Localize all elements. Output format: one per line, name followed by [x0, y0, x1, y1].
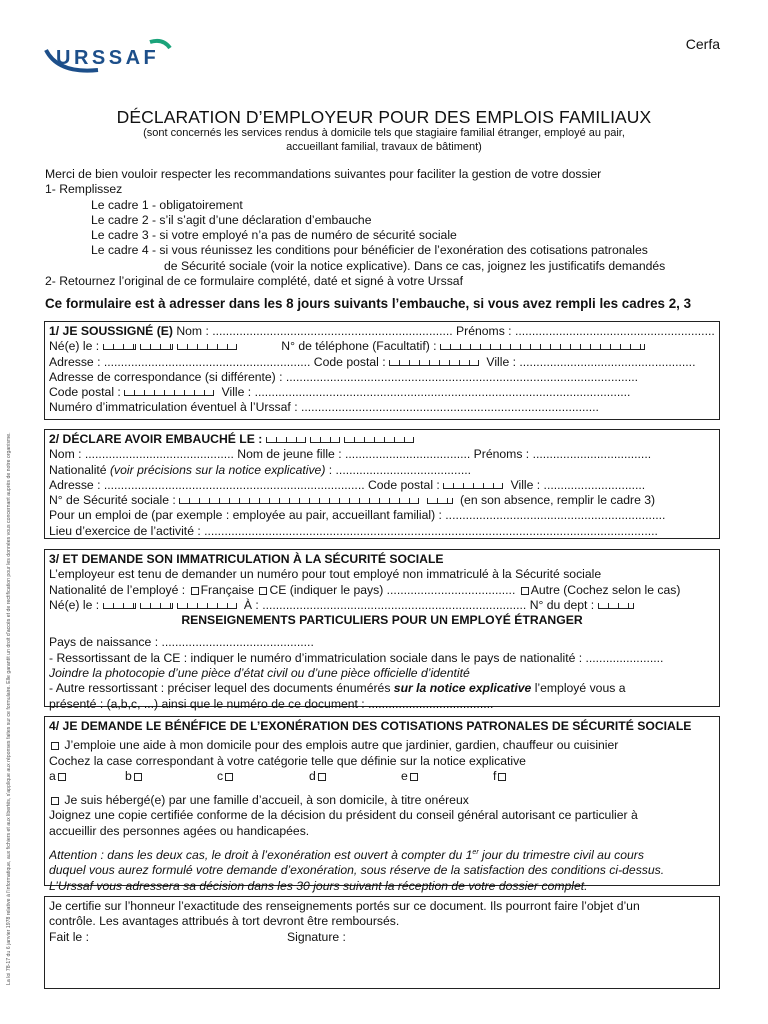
- checkbox-ce[interactable]: [259, 587, 267, 595]
- ce-attachment-note: Joindre la photocopie d’une pièce d’état civil ou d’une pièce officielle d’identité: [49, 666, 470, 681]
- postal-code-comb[interactable]: [443, 483, 503, 489]
- attention-note: L’Urssaf vous adressera sa décision dans les 30 jours suivant la réception de votre dossier complet.: [49, 878, 588, 893]
- hire-date-comb[interactable]: [266, 432, 418, 447]
- nationality-option: Autre (Cochez selon le cas): [530, 582, 681, 597]
- checkbox-category-a[interactable]: [58, 773, 66, 781]
- nationality-field[interactable]: : ........................................: [325, 462, 471, 477]
- dob-comb[interactable]: [103, 598, 241, 613]
- date-field[interactable]: Fait le :: [49, 929, 89, 944]
- attention-note: [49, 848, 715, 863]
- notice-ref: sur la notice explicative: [393, 681, 532, 696]
- row-nss: [49, 493, 715, 508]
- deadline-note: Ce formulaire est à adresser dans les 8 jours suivants l’embauche, si vous avez rempli les cadres 2, 3: [45, 296, 692, 311]
- checkbox-francaise[interactable]: [191, 587, 199, 595]
- ssn-note: (en son absence, remplir le cadre 3): [459, 493, 656, 508]
- checkbox-category-b[interactable]: [134, 773, 142, 781]
- registration-field[interactable]: Numéro d’immatriculation éventuel à l’Urssaf : ........................................................................................: [49, 400, 599, 415]
- cerfa-label: Cerfa: [685, 36, 720, 52]
- birth-country-field[interactable]: Pays de naissance : .............................................: [49, 635, 314, 650]
- section-2-title: 2/ DÉCLARE AVOIR EMBAUCHÉ LE :: [49, 432, 263, 446]
- row-hire-date: [49, 432, 715, 447]
- instruction-line: 1- Remplissez: [45, 182, 123, 197]
- category-row: [49, 769, 715, 784]
- workplace-field[interactable]: Lieu d’exercice de l’activité : ......................................................................................................................................: [49, 523, 658, 538]
- checkbox-option-1[interactable]: [51, 742, 59, 750]
- legal-margin-note: La loi 78-17 du 6 janvier 1978 relative à l'informatique, aux fichiers et aux libertés, s'applique aux réponses faites sur ce formulaire. Elle garantit un droit d'accès et de rectification pour les données vous concernant auprès de notre organisme.: [6, 432, 12, 985]
- attention-text: Attention : dans les deux cas, le droit à l’exonération est ouvert à compter du 1: [49, 848, 473, 863]
- section-2: [44, 429, 720, 539]
- row-cp: [49, 385, 715, 400]
- other-national-text: - Autre ressortissant : préciser lequel des documents énumérés: [49, 681, 394, 696]
- option-1-label: J’emploie une aide à mon domicile pour des emplois autre que jardinier, gardien, chauffeur ou cuisinier: [64, 738, 619, 753]
- page-title: DÉCLARATION D’EMPLOYEUR POUR DES EMPLOIS FAMILIAUX: [116, 107, 652, 127]
- option-1-note: Cochez la case correspondant à votre catégorie telle que définie sur la notice explicative: [49, 753, 526, 768]
- instruction-cadre-2: Le cadre 2 - s’il s’agit d’une déclaration d’embauche: [91, 212, 372, 227]
- section-3-title: 3/ ET DEMANDE SON IMMATRICULATION À LA SÉCURITÉ SOCIALE: [49, 552, 444, 566]
- signature-row: [49, 930, 715, 945]
- correspondence-field[interactable]: Adresse de correspondance (si différente) : ........................................................................................................: [49, 369, 639, 384]
- section-4: [44, 716, 720, 893]
- section-1-title: 1/ JE SOUSSIGNÉ (E): [49, 324, 173, 338]
- row-nationalite: [49, 463, 715, 478]
- row-adresse: [49, 355, 715, 370]
- instruction-line: 2- Retournez l’original de ce formulaire complété, daté et signé à votre Urssaf: [45, 274, 463, 289]
- row-naissance: [49, 339, 715, 354]
- section-5: [44, 896, 720, 989]
- instructions: [45, 167, 735, 289]
- section-3: [44, 549, 720, 711]
- ssn-key-comb[interactable]: [427, 498, 453, 504]
- dept-comb[interactable]: [598, 603, 634, 609]
- subtitle-line: accueillant familial, travaux de bâtiment): [286, 140, 482, 153]
- postal-code-comb[interactable]: [124, 390, 214, 396]
- row-nom: [49, 324, 715, 339]
- nom-field[interactable]: Nom : ....................................................................... Prénoms : ...........................................................: [172, 324, 715, 338]
- section-3-intro: L’employeur est tenu de demander un numéro pour tout employé non immatriculé à la Sécurité sociale: [49, 567, 602, 582]
- city-field[interactable]: Ville : ....................................................: [486, 354, 696, 369]
- row-adresse: [49, 478, 715, 493]
- urssaf-logo: [38, 30, 178, 80]
- postal-code-comb[interactable]: [389, 360, 479, 366]
- nationality-label: Nationalité: [49, 462, 110, 477]
- row-nationality: [49, 583, 715, 598]
- other-national-line: [49, 681, 715, 696]
- category-letter: c: [217, 768, 224, 783]
- nationality-note: (voir précisions sur la notice explicative): [109, 462, 326, 477]
- option-2-note: Joignez une copie certifiée conforme de la décision du président du conseil général autorisant ce particulier à: [49, 808, 638, 823]
- logo-text: URSSAF: [56, 47, 160, 69]
- instruction-cadre-1: Le cadre 1 - obligatoirement: [91, 197, 243, 212]
- category-letter: a: [49, 768, 56, 783]
- nationality-label: Nationalité de l’employé :: [49, 582, 186, 597]
- phone-comb[interactable]: [440, 344, 645, 350]
- option-1: [49, 738, 715, 753]
- checkbox-category-f[interactable]: [498, 773, 506, 781]
- checkbox-option-2[interactable]: [51, 797, 59, 805]
- foreign-employee-heading: RENSEIGNEMENTS PARTICULIERS POUR UN EMPLOYÉ ÉTRANGER: [181, 613, 583, 628]
- checkbox-category-c[interactable]: [225, 773, 233, 781]
- phone-label: N° de téléphone (Facultatif) :: [281, 339, 437, 354]
- ce-national-field[interactable]: - Ressortissant de la CE : indiquer le numéro d’immatriculation sociale dans le pays de nationalité : .......................: [49, 650, 664, 665]
- other-national-text: l’employé vous a: [531, 681, 626, 696]
- option-2-note: accueillir des personnes agées ou handicapées.: [49, 823, 310, 838]
- postal-code-label: Code postal :: [49, 385, 121, 400]
- nationality-option: Française: [200, 582, 255, 597]
- dob-label: Né(e) le :: [49, 339, 100, 354]
- signature-field[interactable]: Signature :: [287, 929, 346, 944]
- dob-label: Né(e) le :: [49, 597, 100, 612]
- instruction-cadre-4: Le cadre 4 - si vous réunissez les conditions pour bénéficier de l’exonération des cotisations patronales: [91, 243, 648, 258]
- page-subtitle: [0, 127, 768, 154]
- checkbox-category-d[interactable]: [318, 773, 326, 781]
- instruction-cadre-4-cont: de Sécurité sociale (voir la notice explicative). Dans ce cas, joignez les justificatifs demandés: [164, 258, 666, 273]
- instruction-line: Merci de bien vouloir respecter les recommandations suivantes pour faciliter la gestion de votre dossier: [45, 167, 602, 181]
- attention-note: duquel vous aurez formulé votre demande d’exonération, sous réserve de la satisfaction des conditions ci-dessus.: [49, 863, 665, 878]
- instruction-cadre-3: Le cadre 3 - si votre employé n’a pas de numéro de sécurité sociale: [91, 228, 457, 243]
- certification-text: Je certifie sur l’honneur l’exactitude des renseignements portés sur ce document. Ils pourront faire l’objet d’un: [49, 899, 640, 913]
- job-field[interactable]: Pour un emploi de (par exemple : employée au pair, accueillant familial) : .................................................................: [49, 508, 666, 523]
- document-number-field[interactable]: présenté : (a,b,c, ...) ainsi que le numéro de ce document : .....................................: [49, 696, 494, 711]
- address-field[interactable]: Adresse : ............................................................. Code postal :: [49, 354, 386, 369]
- dob-comb[interactable]: [103, 339, 241, 354]
- row-birth: [49, 598, 715, 613]
- subtitle-line: (sont concernés les services rendus à domicile tels que stagiaire familial étranger, employé au pair,: [143, 127, 625, 139]
- city-field[interactable]: Ville : ...............................................................................................................: [221, 385, 631, 400]
- section-1: [44, 321, 720, 420]
- section-4-title: 4/ JE DEMANDE LE BÉNÉFICE DE L’EXONÉRATION DES COTISATIONS PATRONALES DE SÉCURITÉ SOCIALE: [49, 719, 692, 733]
- category-letter: f: [493, 768, 497, 783]
- certification-text: contrôle. Les avantages attribués à tort devront être remboursés.: [49, 914, 400, 929]
- option-2: [49, 793, 715, 808]
- category-letter: b: [125, 768, 132, 783]
- city-field[interactable]: Ville : ..............................: [510, 477, 646, 492]
- nationality-option: CE (indiquer le pays) ......................................: [269, 582, 516, 597]
- attention-text: jour du trimestre civil au cours: [478, 848, 644, 863]
- address-field[interactable]: Adresse : ............................................................................. Code postal :: [49, 477, 440, 492]
- category-letter: e: [401, 768, 408, 783]
- birthplace-field[interactable]: À : .............................................................................. N° du dept :: [243, 597, 595, 612]
- option-2-label: Je suis hébergé(e) par une famille d’accueil, à son domicile, à titre onéreux: [64, 793, 469, 808]
- checkbox-autre[interactable]: [521, 587, 529, 595]
- employee-name-field[interactable]: Nom : ............................................ Nom de jeune fille : ..................................... Prénoms : ...................................: [49, 447, 652, 462]
- category-letter: d: [309, 768, 316, 783]
- ssn-label: N° de Sécurité sociale :: [49, 493, 176, 508]
- attention-sup: er: [472, 849, 479, 857]
- checkbox-category-e[interactable]: [410, 773, 418, 781]
- ssn-comb[interactable]: [179, 498, 419, 504]
